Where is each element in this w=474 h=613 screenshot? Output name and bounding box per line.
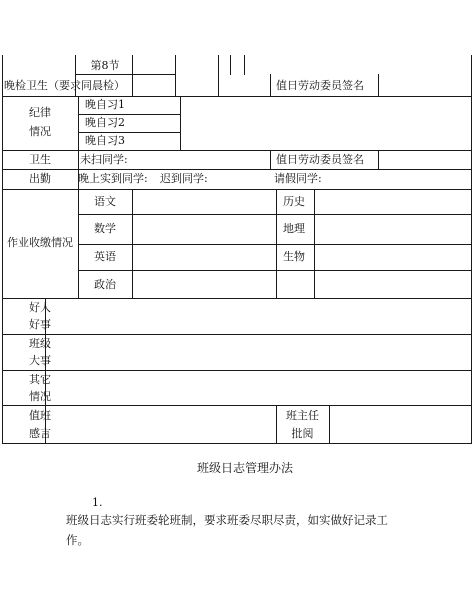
section-item-number: 1. (92, 496, 103, 509)
discipline-session: 晚自习3 (85, 134, 125, 147)
rule (2, 370, 472, 371)
rule (75, 74, 175, 75)
homework-subject: 历史 (283, 195, 305, 208)
discipline-label-line2: 情况 (29, 125, 51, 138)
evening-check-signature-label: 值日劳动委员签名 (276, 79, 364, 92)
section-paragraph-line2: 作。 (66, 533, 89, 547)
rule (78, 114, 180, 115)
rule (244, 55, 245, 75)
rule (2, 443, 472, 444)
rule (132, 55, 133, 97)
attendance-leave-label: 请假同学: (274, 172, 322, 185)
rule (78, 214, 472, 215)
good-deeds-label-line2: 好事 (29, 318, 51, 331)
rule (270, 150, 271, 170)
rule (180, 96, 181, 151)
homework-subject: 地理 (283, 222, 305, 235)
rule (270, 74, 271, 97)
rule (218, 55, 219, 97)
good-deeds-label-line1: 好人 (29, 301, 51, 314)
rule (2, 189, 472, 190)
teacher-review-label-line2: 批阅 (291, 427, 314, 440)
duty-thoughts-label-line2: 感言 (29, 427, 51, 440)
rule (78, 132, 180, 133)
rule (2, 169, 472, 170)
rule (329, 405, 330, 444)
attendance-label: 出勤 (29, 172, 51, 185)
rule (2, 96, 472, 97)
period-label: 第8节 (90, 59, 120, 72)
duty-thoughts-label-line1: 值班 (29, 409, 51, 422)
rule (471, 55, 472, 444)
hygiene-text: 未扫同学: (80, 153, 128, 166)
rule (378, 150, 379, 170)
homework-subject: 政治 (94, 278, 116, 291)
evening-check-label: 晚检卫生（要求同晨检） (4, 79, 125, 92)
rule (2, 334, 472, 335)
class-events-label-line2: 大事 (29, 354, 51, 367)
homework-subject: 生物 (283, 250, 305, 263)
section-title: 班级日志管理办法 (197, 461, 294, 475)
rule (2, 298, 472, 299)
rule (230, 55, 231, 75)
discipline-session: 晚自习2 (85, 116, 125, 129)
other-label-line2: 情况 (29, 390, 51, 403)
rule (378, 74, 379, 97)
attendance-present-label: 晚上实到同学: (78, 172, 148, 185)
rule (2, 405, 472, 406)
hygiene-signature-label: 值日劳动委员签名 (276, 153, 364, 166)
rule (175, 55, 176, 97)
discipline-label-line1: 纪律 (29, 106, 51, 119)
rule (78, 270, 472, 271)
teacher-review-label-line1: 班主任 (286, 409, 319, 422)
attendance-late-label: 迟到同学: (160, 172, 208, 185)
rule (78, 96, 79, 299)
class-events-label-line1: 班级 (29, 337, 51, 350)
homework-subject: 语文 (94, 195, 116, 208)
rule (2, 150, 472, 151)
section-paragraph-line1: 班级日志实行班委轮班制，要求班委尽职尽责，如实做好记录工 (66, 513, 388, 527)
homework-label: 作业收缴情况 (7, 236, 73, 249)
rule (276, 189, 277, 299)
homework-subject: 数学 (94, 222, 116, 235)
other-label-line1: 其它 (29, 373, 51, 386)
rule (314, 189, 315, 299)
rule (78, 244, 472, 245)
homework-subject: 英语 (94, 250, 116, 263)
rule (132, 189, 133, 299)
discipline-session: 晚自习1 (85, 98, 125, 111)
hygiene-label: 卫生 (29, 153, 51, 166)
